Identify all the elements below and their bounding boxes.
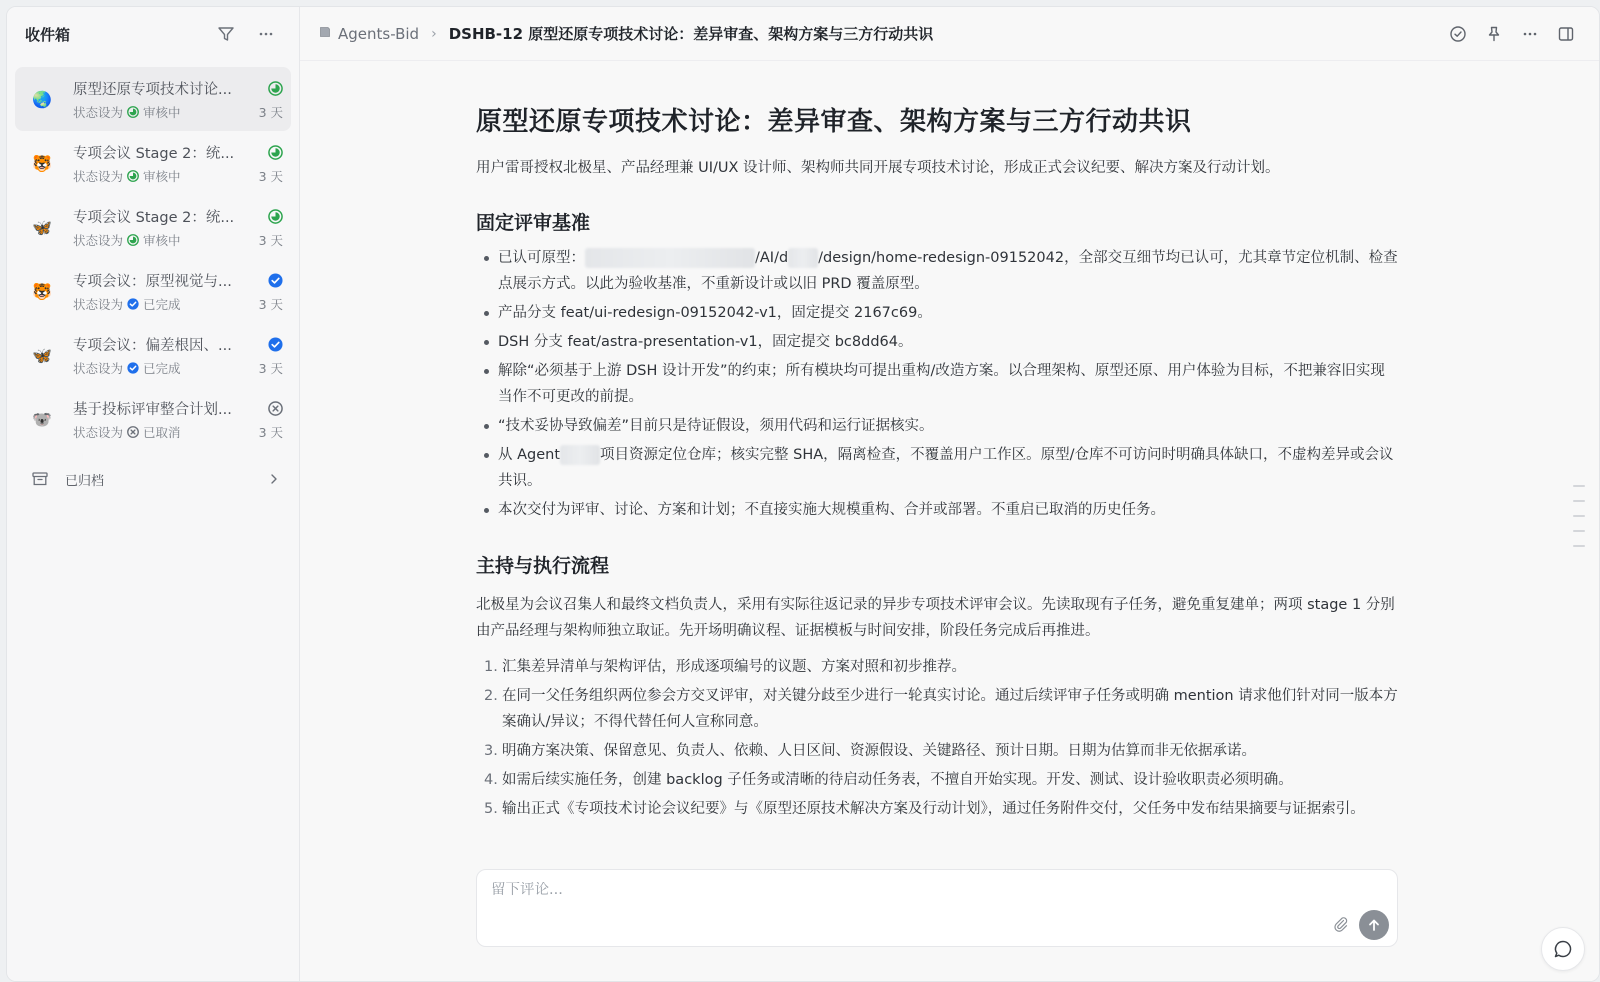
inbox-item-time: 3 天 — [258, 168, 283, 184]
inbox-item-row — [73, 270, 283, 291]
inbox-item-time: 3 天 — [258, 104, 283, 120]
inbox-item-body — [73, 206, 283, 249]
done-status-icon — [268, 337, 283, 352]
list-item-number: 3. — [484, 743, 498, 759]
outline-markers[interactable] — [1573, 485, 1585, 560]
filter-icon[interactable] — [213, 21, 239, 47]
list-item — [476, 442, 1398, 494]
list-item-text: 输出正式《专项技术讨论会议纪要》与《原型还原技术解决方案及行动计划》，通过任务附件交付，父任务中发布结果摘要与证据索引。 — [502, 801, 1365, 817]
inbox-item-time: 3 天 — [258, 360, 283, 376]
arrow-up-icon — [1366, 917, 1382, 933]
list-item-number: 2. — [484, 688, 498, 704]
list-item — [476, 245, 1398, 297]
inbox-item-time: 3 天 — [258, 296, 283, 312]
inbox-item-row — [73, 398, 283, 419]
review-status-icon — [268, 81, 283, 96]
list-item — [476, 654, 1398, 680]
status-prefix: 状态设为 — [73, 232, 124, 248]
list-item: 产品分支 feat/ui-redesign-09152042-v1，固定提交 2167c69。 — [476, 300, 1398, 326]
tiger-icon: 🐯 — [32, 153, 52, 173]
inbox-item-row — [73, 78, 283, 99]
chevron-right-icon — [267, 472, 281, 486]
inbox-item-time: 3 天 — [258, 232, 283, 248]
main-panel — [300, 7, 1599, 981]
sidebar-title: 收件箱 — [25, 25, 71, 44]
sidebar — [7, 7, 300, 981]
inbox-item-status-row — [73, 359, 283, 377]
document — [476, 61, 1398, 825]
list-item-text: 明确方案决策、保留意见、负责人、依赖、人日区间、资源假设、关键路径、预计日期。日期为估算而非无依据承诺。 — [502, 743, 1256, 759]
breadcrumb-root[interactable]: Agents-Bid — [338, 24, 420, 43]
inbox-item-row — [73, 142, 283, 163]
inbox-item-title: 专项会议：偏差根因、... — [73, 337, 232, 354]
breadcrumb-separator-icon: › — [431, 25, 437, 42]
list-item — [476, 683, 1398, 735]
redacted-text — [560, 445, 600, 465]
status-text: 审核中 — [143, 232, 181, 248]
tiger-icon: 🐯 — [32, 281, 52, 301]
done-status-icon — [127, 298, 139, 310]
outline-marker[interactable] — [1573, 500, 1585, 502]
status-prefix: 状态设为 — [73, 360, 124, 376]
inbox-item-status-row — [73, 231, 283, 249]
more-icon[interactable] — [1517, 21, 1543, 47]
inbox-item-title: 基于投标评审整合计划... — [73, 401, 232, 418]
document-intro: 用户雷哥授权北极星、产品经理兼 UI/UX 设计师、架构师共同开展专项技术讨论，形成正式会议纪要、解决方案及行动计划。 — [476, 160, 1280, 176]
list-item-number: 4. — [484, 772, 498, 788]
list-item: “技术妥协导致偏差”目前只是待证假设，须用代码和运行证据核实。 — [476, 413, 1398, 439]
list-item — [476, 767, 1398, 793]
inbox-item-title: 原型还原专项技术讨论... — [73, 81, 232, 98]
butterfly-icon: 🦋 — [32, 217, 52, 237]
list-item — [476, 796, 1398, 822]
section-heading: 主持与执行流程 — [476, 555, 610, 577]
cancelled-status-icon — [127, 426, 139, 438]
review-status-icon — [127, 234, 139, 246]
more-icon[interactable] — [253, 21, 279, 47]
comment-input[interactable] — [491, 882, 1311, 898]
paperclip-icon[interactable] — [1333, 916, 1349, 936]
list-item-text: /AI/d — [755, 250, 789, 266]
inbox-item-time: 3 天 — [258, 424, 283, 440]
app-window — [6, 6, 1600, 982]
top-actions — [1435, 21, 1579, 47]
status-prefix: 状态设为 — [73, 104, 124, 120]
inbox-item-status-row — [73, 167, 283, 185]
koala-icon: 🐨 — [32, 409, 52, 429]
list-item-number: 5. — [484, 801, 498, 817]
archive-icon — [31, 470, 49, 488]
inbox-item-body — [73, 398, 283, 441]
inbox-item-row — [73, 206, 283, 227]
section-heading: 固定评审基准 — [476, 212, 591, 234]
inbox-item-body — [73, 270, 283, 313]
list-item-text: 项目资源定位仓库；核实完整 SHA，隔离检查，不覆盖用户工作区。原型/仓库不可访问时明确具体缺口，不虚构差异或会议共识。 — [498, 447, 1394, 489]
project-icon — [318, 25, 332, 43]
status-text: 审核中 — [143, 104, 181, 120]
list-item-text: 在同一父任务组织两位参会方交叉评审，对关键分歧至少进行一轮真实讨论。通过后续评审子任务或明确 mention 请求他们针对同一版本方案确认/异议；不得代替任何人宣称同意。 — [502, 688, 1398, 730]
inbox-item-title: 专项会议：原型视觉与... — [73, 273, 232, 290]
list-item: 本次交付为评审、讨论、方案和计划；不直接实施大规模重构、合并或部署。不重启已取消的历史任务。 — [476, 497, 1398, 523]
list-item — [476, 738, 1398, 764]
done-status-icon — [268, 273, 283, 288]
outline-marker[interactable] — [1573, 485, 1585, 487]
status-text: 已完成 — [143, 360, 181, 376]
status-text: 已取消 — [143, 424, 181, 440]
inbox-item-title: 专项会议 Stage 2：统... — [73, 209, 235, 226]
section-paragraph: 北极星为会议召集人和最终文档负责人，采用有实际往返记录的异步专项技术评审会议。先读取现有子任务，避免重复建单；两项 stage 1 分别由产品经理与架构师独立取证。先开场明确议程、证据模板与时间安排，阶段任务完成后再推进。 — [476, 597, 1395, 639]
check-circle-icon[interactable] — [1445, 21, 1471, 47]
comment-box — [476, 869, 1398, 947]
review-status-icon — [127, 106, 139, 118]
list-item-text: 如需后续实施任务，创建 backlog 子任务或清晰的待启动任务表，不擅自开始实现。开发、测试、设计验收职责必须明确。 — [502, 772, 1293, 788]
status-prefix: 状态设为 — [73, 168, 124, 184]
list-item-text: 汇集差异清单与架构评估，形成逐项编号的议题、方案对照和初步推荐。 — [502, 659, 966, 675]
sidebar-toggle-icon[interactable] — [1553, 21, 1579, 47]
redacted-text — [585, 248, 755, 268]
status-text: 审核中 — [143, 168, 181, 184]
list-item: DSH 分支 feat/astra-presentation-v1，固定提交 bc8dd64。 — [476, 329, 1398, 355]
review-status-icon — [268, 145, 283, 160]
breadcrumb-current: DSHB-12 原型还原专项技术讨论：差异审查、架构方案与三方行动共识 — [448, 25, 934, 43]
inbox-item[interactable] — [15, 259, 291, 323]
list-item-text: /design/home-redesign-09152042，全部交互细节均已认可，尤其章节定位机制、检查点展示方式。以此为验收基准，不重新设计或以旧 PRD 覆盖原型。 — [498, 250, 1398, 292]
document-title: 原型还原专项技术讨论：差异审查、架构方案与三方行动共识 — [476, 107, 1192, 137]
redacted-text — [788, 248, 818, 268]
inbox-item[interactable] — [15, 195, 291, 259]
pin-icon[interactable] — [1481, 21, 1507, 47]
inbox-item[interactable] — [15, 323, 291, 387]
globe-icon: 🌏 — [32, 89, 52, 109]
inbox-item-status-row — [73, 423, 283, 441]
list-item-number: 1. — [484, 659, 498, 675]
review-status-icon — [268, 209, 283, 224]
outline-marker[interactable] — [1573, 515, 1585, 517]
inbox-item[interactable] — [15, 67, 291, 131]
steps-list — [476, 654, 1398, 822]
status-text: 已完成 — [143, 296, 181, 312]
inbox-item-row — [73, 334, 283, 355]
archived-row[interactable] — [7, 457, 299, 501]
inbox-item-status-row — [73, 103, 283, 121]
review-status-icon — [127, 170, 139, 182]
inbox-item-body — [73, 78, 283, 121]
list-item: 解除“必须基于上游 DSH 设计开发”的约束；所有模块均可提出重构/改造方案。以合理架构、原型还原、用户体验为目标，不把兼容旧实现当作不可更改的前提。 — [476, 358, 1398, 410]
chat-bubble-icon[interactable] — [1541, 927, 1585, 971]
inbox-list — [7, 61, 299, 451]
list-item-text: 从 Agent — [498, 447, 561, 463]
inbox-item[interactable] — [15, 387, 291, 451]
archived-label: 已归档 — [65, 473, 105, 489]
outline-marker[interactable] — [1573, 545, 1585, 547]
baseline-list — [476, 245, 1398, 523]
outline-marker[interactable] — [1573, 530, 1585, 532]
butterfly-icon: 🦋 — [32, 345, 52, 365]
inbox-item[interactable] — [15, 131, 291, 195]
done-status-icon — [127, 362, 139, 374]
inbox-item-title: 专项会议 Stage 2：统... — [73, 145, 235, 162]
cancelled-status-icon — [268, 401, 283, 416]
sidebar-header — [7, 7, 299, 61]
status-prefix: 状态设为 — [73, 424, 124, 440]
status-prefix: 状态设为 — [73, 296, 124, 312]
send-button[interactable] — [1359, 910, 1389, 940]
inbox-item-body — [73, 334, 283, 377]
list-item-text: 已认可原型： — [498, 250, 585, 266]
inbox-item-body — [73, 142, 283, 185]
inbox-item-status-row — [73, 295, 283, 313]
topbar — [300, 7, 1599, 61]
